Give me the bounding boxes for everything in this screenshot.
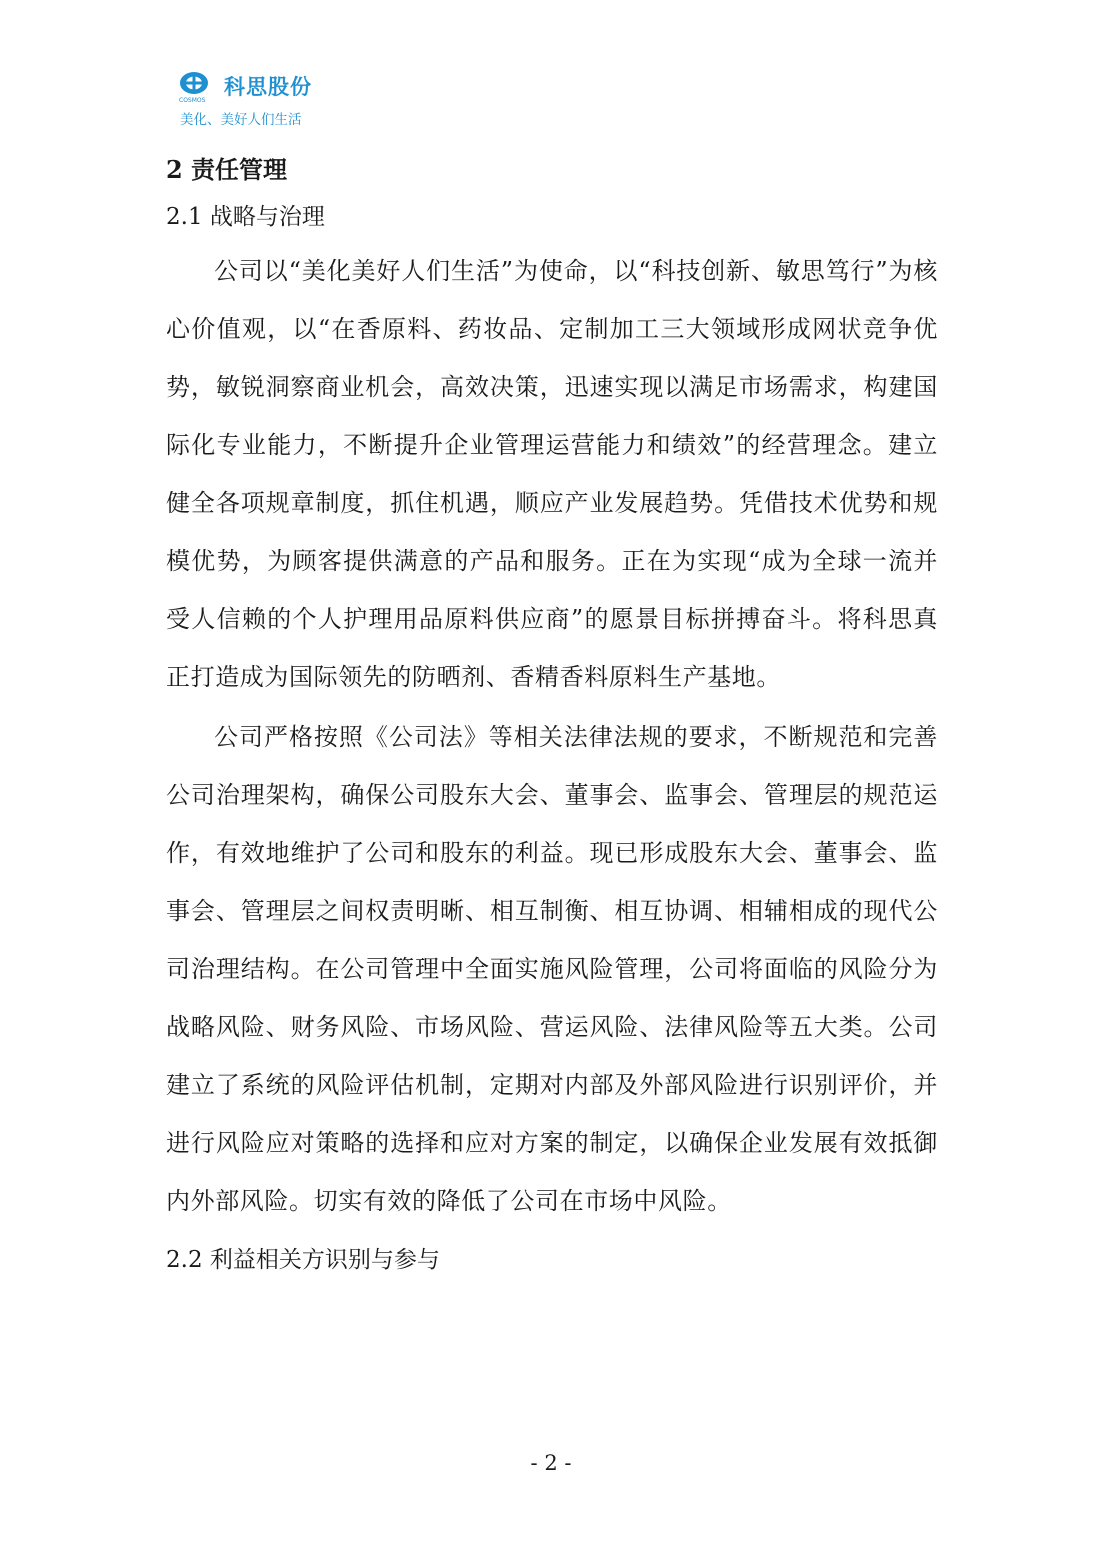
company-tagline: 美化、美好人们生活 — [180, 112, 302, 128]
company-logo — [176, 70, 336, 132]
company-name: 科思股份 — [224, 75, 312, 99]
paragraph-strategy: 公司以“美化美好人们生活”为使命，以“科技创新、敏思笃行”为核心价值观，以“在香原料、药妆品、定制加工三大领域形成网状竞争优势，敏锐洞察商业机会，高效决策，迅速实现以满足市场需求，构建国际化专业能力，不断提升企业管理运营能力和绩效”的经营理念。建立健全各项规章制度，抓住机遇，顺应产业发展趋势。凭借技术优势和规模优势，为顾客提供满意的产品和服务。正在为实现“成为全球一流并受人信赖的个人护理用品原料供应商”的愿景目标拼搏奋斗。将科思真正打造成为国际领先的防晒剂、香精香料原料生产基地。 — [166, 257, 938, 691]
paragraph-governance: 公司严格按照《公司法》等相关法律法规的要求，不断规范和完善公司治理架构，确保公司股东大会、董事会、监事会、管理层的规范运作，有效地维护了公司和股东的利益。现已形成股东大会、董事会、监事会、管理层之间权责明晰、相互制衡、相互协调、相辅相成的现代公司治理结构。在公司管理中全面实施风险管理，公司将面临的风险分为战略风险、财务风险、市场风险、营运风险、法律风险等五大类。公司建立了系统的风险评估机制，定期对内部及外部风险进行识别评价，并进行风险应对策略的选择和应对方案的制定，以确保企业发展有效抵御内外部风险。切实有效的降低了公司在市场中风险。 — [166, 723, 938, 1215]
section-heading: 2 责任管理 — [166, 155, 288, 184]
subsection-heading-2-1: 2.1 战略与治理 — [166, 204, 325, 230]
cosmos-logo-icon — [176, 70, 220, 104]
logo-row — [176, 70, 336, 104]
page-number: - 2 - — [530, 1451, 572, 1475]
logo-small-text: COSMOS — [179, 97, 206, 104]
document-body — [166, 148, 938, 1288]
subsection-heading-2-2: 2.2 利益相关方识别与参与 — [166, 1247, 440, 1273]
